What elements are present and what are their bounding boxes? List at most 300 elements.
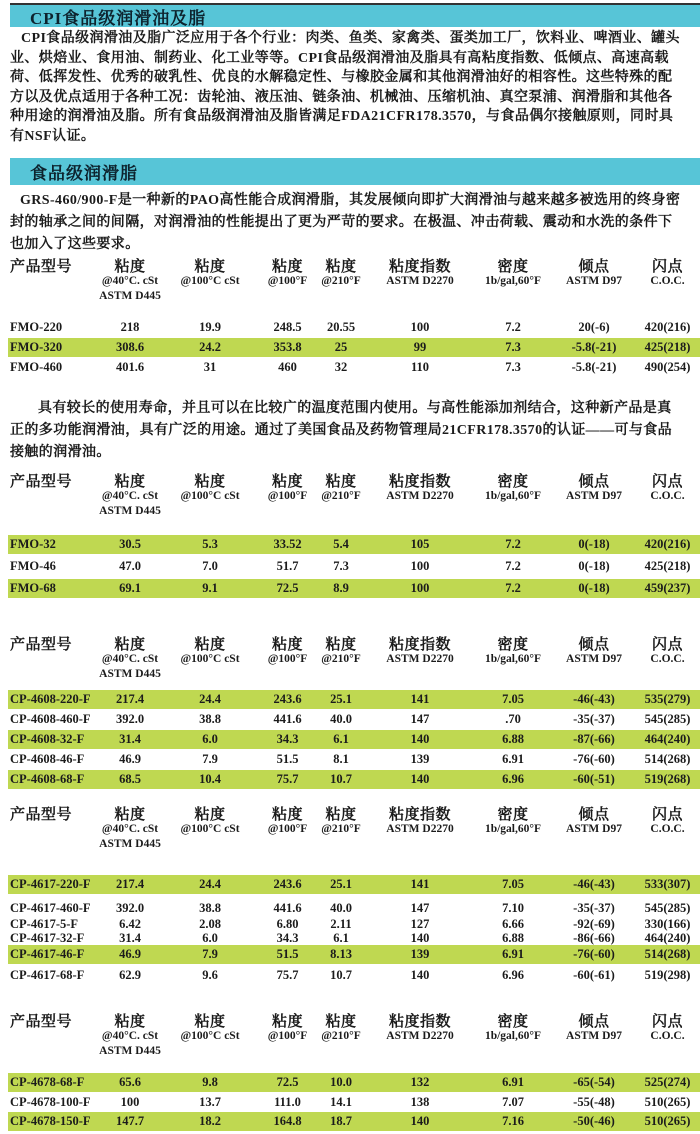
value-cell: -65(-54) [573,1075,615,1089]
value-cell: 147.7 [115,1114,145,1128]
column-header: 密度 [497,474,529,490]
value-cell: 40.0 [330,712,352,726]
column-header-unit: 1b/gal,60°F [484,489,542,502]
table-row [8,900,700,917]
value-cell: 545(285) [644,712,691,726]
value-cell: -76(-60) [573,947,615,961]
table-header-row-units [8,651,700,666]
value-cell: 535(279) [644,692,691,706]
intro-paragraph [10,29,695,147]
value-cell: 392.0 [115,901,145,915]
table-row [8,535,700,554]
value-cell: 18.2 [199,1114,221,1128]
value-cell: 217.4 [115,692,145,706]
column-header-unit: @210°F [321,822,361,835]
value-cell: 243.6 [273,877,302,891]
value-cell: 10.7 [330,772,352,786]
spec-table-fmo-high-viscosity [8,255,700,378]
value-cell: 7.2 [505,559,521,573]
column-header-product: 产品型号 [10,1014,73,1030]
value-cell: 510(265) [644,1114,691,1128]
table-row [8,690,700,709]
column-header-unit: @40°C. cSt [101,652,159,665]
column-header-method: ASTM D445 [99,289,161,302]
table-header-row-main [8,470,700,488]
column-header-unit: ASTM D2270 [386,652,454,665]
table-header-row-main [8,803,700,821]
table-rows [8,1073,700,1131]
column-header-unit: ASTM D97 [566,489,622,502]
value-cell: 425(218) [644,340,691,354]
value-cell: 8.13 [330,947,352,961]
column-header-unit: @210°F [321,652,361,665]
table-row [8,770,700,789]
table-header-row-units [8,1028,700,1043]
column-header: 粘度指数 [388,259,451,275]
value-cell: 7.07 [502,1095,524,1109]
value-cell: 140 [410,931,430,945]
value-cell: 353.8 [273,340,302,354]
value-cell: 0(-18) [578,537,610,551]
value-cell: 464(240) [644,931,691,945]
table-rows [8,318,700,377]
value-cell: 24.4 [199,692,221,706]
value-cell: 5.3 [202,537,218,551]
table-row [8,358,700,377]
column-header-product: 产品型号 [10,637,73,653]
table-row [8,875,700,894]
column-header-unit: @100°C cSt [180,822,240,835]
product-model-cell: CP-4617-220-F [10,877,91,891]
text-line: 封的轴承之间的间隔，对润滑油的性能提出了更为严苛的要求。在极温、冲击荷载、震动和水洗的条件下 [10,215,673,230]
column-header: 闪点 [651,1014,683,1030]
column-header: 密度 [497,637,529,653]
column-header-unit: @40°C. cSt [101,1029,159,1042]
value-cell: 31.4 [119,931,141,945]
value-cell: 75.7 [276,772,299,786]
value-cell: 7.2 [505,581,521,595]
column-header: 粘度 [194,259,226,275]
column-header: 粘度 [194,637,226,653]
product-model-cell: FMO-32 [10,537,56,551]
value-cell: 514(268) [644,752,691,766]
value-cell: -46(-43) [573,877,615,891]
value-cell: -86(-66) [573,931,615,945]
product-model-cell: FMO-68 [10,581,56,595]
value-cell: 459(237) [644,581,691,595]
column-header-unit: @210°F [321,489,361,502]
value-cell: 100 [410,320,430,334]
table-header-row-units [8,273,700,288]
value-cell: 6.42 [119,917,141,931]
column-header: 闪点 [651,259,683,275]
value-cell: 6.91 [502,947,524,961]
value-cell: 40.0 [330,901,352,915]
column-header-product: 产品型号 [10,259,73,275]
value-cell: 308.6 [115,340,145,354]
column-header-unit: ASTM D97 [566,274,622,287]
table-row [8,945,700,964]
table-header-row-main [8,255,700,273]
value-cell: -35(-37) [573,901,615,915]
spec-table-cp-4617 [8,803,700,986]
value-cell: 6.96 [502,772,524,786]
value-cell: 218 [120,320,140,334]
column-header-unit: ASTM D97 [566,1029,622,1042]
table-row [8,1095,700,1110]
value-cell: 38.8 [199,901,221,915]
value-cell: 147 [410,712,430,726]
value-cell: 6.80 [276,917,299,931]
column-header: 粘度 [114,637,146,653]
value-cell: 7.05 [502,877,524,891]
value-cell: 75.7 [276,968,299,982]
value-cell: -5.8(-21) [571,340,617,354]
column-header: 粘度 [271,807,303,823]
spec-table-cp-4608 [8,633,700,790]
product-model-cell: CP-4678-100-F [10,1095,91,1109]
column-header: 倾点 [578,637,610,653]
column-header: 粘度 [194,474,226,490]
value-cell: 140 [410,732,430,746]
grease-description-paragraph [10,190,695,256]
column-header: 密度 [497,1014,529,1030]
value-cell: 18.7 [330,1114,352,1128]
value-cell: 6.91 [502,1075,524,1089]
product-model-cell: CP-4608-46-F [10,752,85,766]
value-cell: 8.9 [333,581,349,595]
text-line: 具有较长的使用寿命，并且可以在比较广的温度范围内使用。与高性能添加剂结合，这种新产品是真 [38,401,672,416]
table-row [8,579,700,598]
value-cell: 330(166) [644,917,691,931]
value-cell: 6.91 [502,752,524,766]
value-cell: 2.08 [199,917,221,931]
column-header: 粘度 [271,1014,303,1030]
value-cell: 24.2 [199,340,221,354]
value-cell: 20(-6) [578,320,610,334]
table-row [8,917,700,931]
column-header-unit: 1b/gal,60°F [484,822,542,835]
value-cell: 141 [410,877,430,891]
value-cell: 72.5 [276,581,299,595]
value-cell: 69.1 [119,581,141,595]
value-cell: 7.3 [333,559,349,573]
table-header-row-main [8,633,700,651]
column-header: 粘度 [271,259,303,275]
table-header-row-method [8,836,700,851]
column-header: 粘度指数 [388,474,451,490]
value-cell: .70 [505,712,521,726]
table-row [8,1073,700,1092]
column-header-product: 产品型号 [10,474,73,490]
table-row [8,966,700,985]
column-header-method: ASTM D445 [99,504,161,517]
column-header-product: 产品型号 [10,807,73,823]
value-cell: 7.9 [202,947,218,961]
table-header-row-method [8,288,700,303]
value-cell: 99 [413,340,427,354]
text-line: GRS-460/900-F是一种新的PAO高性能合成润滑脂，其发展倾向即扩大润滑油与越来越多被选用的终身密 [20,193,681,208]
value-cell: 139 [410,752,430,766]
column-header: 粘度指数 [388,807,451,823]
value-cell: 7.2 [505,537,521,551]
value-cell: 0(-18) [578,581,610,595]
value-cell: 510(265) [644,1095,691,1109]
value-cell: 6.1 [333,732,349,746]
column-header-unit: ASTM D2270 [386,489,454,502]
column-header-unit: 1b/gal,60°F [484,1029,542,1042]
table-row [8,750,700,769]
value-cell: 110 [410,360,430,374]
value-cell: 6.1 [333,931,349,945]
table-header-row-main [8,1010,700,1028]
value-cell: 34.3 [276,732,299,746]
value-cell: 2.11 [330,917,352,931]
product-model-cell: FMO-320 [10,340,63,354]
value-cell: 65.6 [119,1075,141,1089]
value-cell: 31.4 [119,732,141,746]
value-cell: 127 [410,917,430,931]
column-header: 粘度 [325,474,357,490]
value-cell: 441.6 [273,712,302,726]
text-line: 接触的润滑油。 [10,445,111,460]
column-header-unit: ASTM D2270 [386,822,454,835]
value-cell: 100 [410,581,430,595]
column-header: 粘度 [194,807,226,823]
product-model-cell: CP-4608-220-F [10,692,91,706]
value-cell: 7.16 [502,1114,524,1128]
value-cell: 401.6 [115,360,145,374]
value-cell: 25 [334,340,348,354]
value-cell: 14.1 [330,1095,352,1109]
text-line: 种用途的润滑油及脂。所有食品级润滑油及脂皆满足FDA21CFR178.3570，与食品偶尔接触原则，同时具 [10,109,674,125]
value-cell: 51.5 [276,947,299,961]
value-cell: 51.7 [276,559,299,573]
table-rows [8,875,700,985]
value-cell: 248.5 [273,320,302,334]
value-cell: 464(240) [644,732,691,746]
value-cell: 6.96 [502,968,524,982]
product-model-cell: CP-4617-46-F [10,947,85,961]
value-cell: 31 [203,360,217,374]
value-cell: -50(-46) [573,1114,615,1128]
value-cell: 7.3 [505,340,521,354]
column-header-unit: 1b/gal,60°F [484,274,542,287]
column-header-unit: C.O.C. [650,822,685,835]
value-cell: 9.6 [202,968,218,982]
table-row [8,931,700,945]
product-model-cell: CP-4678-150-F [10,1114,91,1128]
product-model-cell: CP-4617-68-F [10,968,85,982]
value-cell: 525(274) [644,1075,691,1089]
table-header-row-units [8,821,700,836]
value-cell: 139 [410,947,430,961]
column-header-unit: @100°F [267,274,308,287]
value-cell: 30.5 [119,537,141,551]
value-cell: 164.8 [273,1114,302,1128]
product-model-cell: CP-4678-68-F [10,1075,85,1089]
product-model-cell: FMO-460 [10,360,63,374]
value-cell: 68.5 [119,772,141,786]
value-cell: 9.1 [202,581,218,595]
value-cell: 6.0 [202,931,218,945]
value-cell: -92(-69) [573,917,615,931]
value-cell: 34.3 [276,931,299,945]
column-header-unit: @100°C cSt [180,1029,240,1042]
value-cell: 25.1 [330,692,352,706]
value-cell: 105 [410,537,430,551]
value-cell: 0(-18) [578,559,610,573]
multipurpose-oil-paragraph [10,398,695,464]
column-header-unit: @100°F [267,652,308,665]
column-header: 倾点 [578,1014,610,1030]
column-header-method: ASTM D445 [99,667,161,680]
column-header: 闪点 [651,807,683,823]
value-cell: 392.0 [115,712,145,726]
value-cell: 420(216) [644,537,691,551]
value-cell: -55(-48) [573,1095,615,1109]
column-header-unit: @100°C cSt [180,274,240,287]
value-cell: 10.4 [199,772,221,786]
value-cell: 533(307) [644,877,691,891]
column-header-unit: @40°C. cSt [101,489,159,502]
column-header-unit: @100°C cSt [180,489,240,502]
column-header-unit: @100°F [267,489,308,502]
value-cell: 10.7 [330,968,352,982]
value-cell: 7.9 [202,752,218,766]
column-header-unit: @100°F [267,822,308,835]
value-cell: 10.0 [330,1075,352,1089]
column-header: 粘度 [271,637,303,653]
table-header-row-method [8,666,700,681]
table-row [8,318,700,337]
column-header: 粘度 [114,1014,146,1030]
value-cell: 100 [120,1095,140,1109]
value-cell: 7.2 [505,320,521,334]
section-title-cpi-food-grade-lubricants: CPI食品级润滑油及脂 [10,3,700,27]
value-cell: 24.4 [199,877,221,891]
value-cell: 490(254) [644,360,691,374]
value-cell: 140 [410,1114,430,1128]
table-header-row-method [8,1043,700,1058]
product-model-cell: CP-4608-32-F [10,732,85,746]
column-header: 粘度 [114,474,146,490]
column-header-unit: C.O.C. [650,1029,685,1042]
value-cell: 519(298) [644,968,691,982]
value-cell: -46(-43) [573,692,615,706]
text-line: 正的多功能润滑油，具有广泛的用途。通过了美国食品及药物管理局21CFR178.3570的认证——可与食品 [10,423,673,438]
column-header: 闪点 [651,474,683,490]
value-cell: 6.88 [502,732,524,746]
table-row [8,730,700,749]
column-header: 粘度 [271,474,303,490]
spec-table-fmo-low-viscosity [8,470,700,601]
value-cell: 32 [334,360,348,374]
column-header: 粘度指数 [388,637,451,653]
value-cell: 243.6 [273,692,302,706]
value-cell: 441.6 [273,901,302,915]
table-header-row-method [8,503,700,518]
spec-table-cp-4678 [8,1010,700,1132]
value-cell: 141 [410,692,430,706]
value-cell: 132 [410,1075,430,1089]
column-header: 粘度 [325,1014,357,1030]
value-cell: -87(-66) [573,732,615,746]
column-header-unit: ASTM D97 [566,652,622,665]
column-header: 粘度 [114,259,146,275]
column-header: 密度 [497,807,529,823]
column-header: 粘度 [325,637,357,653]
column-header-unit: @40°C. cSt [101,822,159,835]
value-cell: 100 [410,559,430,573]
product-model-cell: FMO-46 [10,559,56,573]
column-header-unit: ASTM D97 [566,822,622,835]
text-line: 有NSF认证。 [10,128,96,144]
column-header: 倾点 [578,474,610,490]
value-cell: 147 [410,901,430,915]
text-line: 业、烘焙业、食用油、制药业、化工业等等。CPI食品级润滑油及脂具有高粘度指数、低倾点、高速高载 [10,50,669,66]
value-cell: 514(268) [644,947,691,961]
column-header-unit: 1b/gal,60°F [484,652,542,665]
text-line: 也加入了这些要求。 [10,237,140,252]
column-header: 倾点 [578,259,610,275]
product-model-cell: CP-4608-68-F [10,772,85,786]
column-header: 粘度 [194,1014,226,1030]
value-cell: 425(218) [644,559,691,573]
value-cell: 111.0 [274,1095,301,1109]
column-header: 粘度 [114,807,146,823]
table-row [8,338,700,357]
value-cell: 7.10 [502,901,524,915]
column-header-unit: ASTM D2270 [386,1029,454,1042]
value-cell: 519(268) [644,772,691,786]
value-cell: -35(-37) [573,712,615,726]
table-rows [8,535,700,598]
value-cell: 420(216) [644,320,691,334]
value-cell: 217.4 [115,877,145,891]
value-cell: 33.52 [273,537,302,551]
value-cell: -60(-51) [573,772,615,786]
value-cell: 5.4 [333,537,349,551]
column-header-unit: @100°F [267,1029,308,1042]
value-cell: 62.9 [119,968,141,982]
section-title-food-grade-grease: 食品级润滑脂 [10,158,700,185]
column-header-unit: ASTM D2270 [386,274,454,287]
value-cell: 8.1 [333,752,349,766]
column-header-unit: @100°C cSt [180,652,240,665]
table-rows [8,690,700,789]
value-cell: 7.05 [502,692,524,706]
value-cell: 7.3 [505,360,521,374]
product-model-cell: CP-4617-460-F [10,901,91,915]
table-header-row-units [8,488,700,503]
value-cell: 25.1 [330,877,352,891]
product-model-cell: FMO-220 [10,320,63,334]
column-header-unit: C.O.C. [650,652,685,665]
value-cell: -76(-60) [573,752,615,766]
value-cell: 46.9 [119,752,141,766]
table-row [8,557,700,576]
column-header-unit: C.O.C. [650,274,685,287]
value-cell: 138 [410,1095,430,1109]
column-header: 闪点 [651,637,683,653]
product-model-cell: CP-4617-5-F [10,917,79,931]
value-cell: -5.8(-21) [571,360,617,374]
value-cell: 13.7 [199,1095,221,1109]
product-model-cell: CP-4608-460-F [10,712,91,726]
value-cell: 19.9 [199,320,221,334]
column-header-unit: @40°C. cSt [101,274,159,287]
